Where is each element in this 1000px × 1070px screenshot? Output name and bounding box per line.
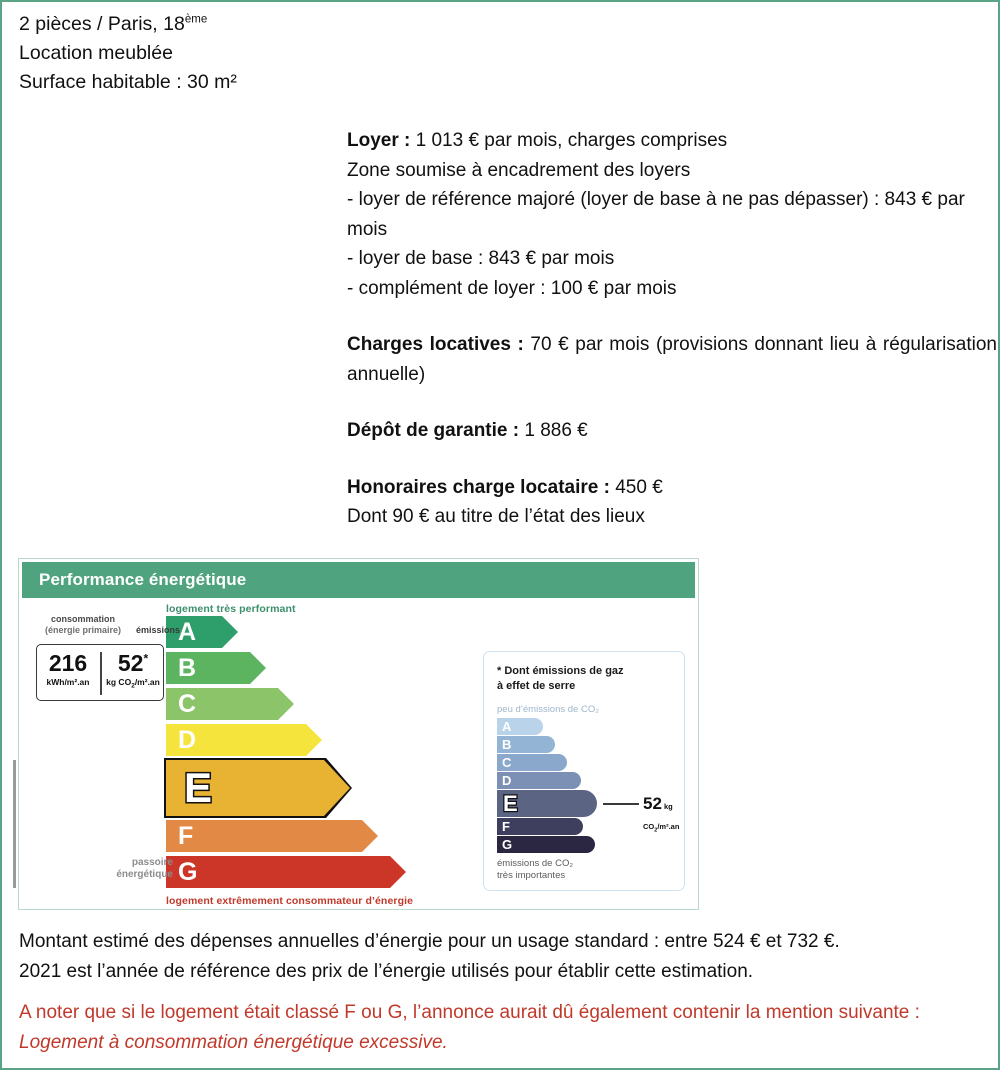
energy-cost-estimate-line2: 2021 est l’année de référence des prix de l’énergie utilisés pour établir cette estimation. [19,961,754,982]
energy-class-arrow-g [166,856,406,888]
energy-performance-title: Performance énergétique [39,570,247,589]
co2-class-letter-e: E [503,791,518,816]
energy-performance-body [19,599,698,909]
co2-panel-title [497,664,667,693]
charges-line [347,330,997,389]
energy-class-letter-e: E [184,764,213,811]
co2-class-letter-b: B [502,737,512,752]
spacer [347,446,997,473]
fg-warning-mention: Logement à consommation énergétique excessive. [19,1032,448,1053]
deposit-line [347,416,997,446]
emissions-unit: kg $CO_2/m^2.an$ [106,677,160,690]
co2-class-letter-c: C [502,755,512,770]
listing-summary [19,10,619,97]
energy-class-letter-g: G [178,858,198,886]
energy-class-letter-d: D [178,726,197,754]
rent-label: Loyer : [347,130,411,151]
energy-class-letter-f: F [178,822,194,850]
co2-value [643,794,679,834]
co2-bottom-label [497,858,573,882]
rent-zone: Zone soumise à encadrement des loyers [347,159,691,181]
rent-main-line [347,126,997,156]
fg-warning-note [19,998,984,1058]
consumption-value-cell [37,649,99,688]
co2-title-line1: * Dont émissions de gaz [497,665,624,677]
fees-detail: Dont 90 € au titre de l’état des lieux [347,506,645,527]
consumption-value: 216 [48,650,88,676]
fees-value: 450 € [615,476,663,498]
scale-top-note: logement très performant [166,603,296,615]
co2-class-letter-a: A [502,719,512,734]
co2-bottom-line1: émissions de CO₂ [497,858,574,869]
charges-value: 70 € par mois (provisions donnant lieu à régularisation annuelle) [347,334,997,385]
listing-surface: Surface habitable : 30 m² [19,71,237,93]
consumption-caption [31,614,135,636]
passoire-label: passoire énergétique [116,857,173,880]
fg-warning-text: A noter que si le logement était classé F ou G, l’annonce aurait dû également contenir la mention suivante : [19,1002,920,1023]
energy-performance-header [22,562,695,598]
co2-title-line2: à effet de serre [497,679,576,692]
spacer [347,303,997,330]
energy-class-arrow-f [166,820,378,852]
emissions-value-cell [102,649,164,692]
fees-line [347,473,997,503]
emissions-value: 52* [117,650,149,676]
co2-class-letter-g: G [502,837,513,852]
co2-value-number: 52 [643,794,662,813]
consumption-caption-line1: consommation [50,614,115,624]
co2-top-label: peu d’émissions de CO₂ [497,704,599,715]
rent-details [347,126,997,532]
footnote-star: * [143,651,149,666]
emissions-caption: émissions [135,625,181,635]
co2-leader-line [603,803,639,805]
fees-label: Honoraires charge locataire : [347,476,610,498]
listing-rental-type: Location meublée [19,42,173,64]
spacer [347,389,997,416]
deposit-value: 1 886 € [524,420,588,441]
co2-value-unit: kg $CO_2/m^2.an$ [643,802,680,834]
ordinal-suffix: ème [184,13,208,26]
energy-cost-estimate [19,927,984,987]
charges-label: Charges locatives : [347,334,524,355]
co2-bottom-line2: très importantes [497,870,566,881]
co2-class-letter-d: D [502,773,512,788]
energy-class-letter-a: A [178,618,197,646]
co2-emissions-panel [483,651,685,891]
energy-cost-estimate-line1: Montant estimé des dépenses annuelles d’énergie pour un usage standard : entre 524 € et 732 €. [19,931,840,952]
listing-title: 2 pièces / Paris, 18ème [19,13,208,35]
energy-class-letter-b: B [178,654,197,682]
energy-performance-widget [18,558,699,910]
rent-value: 1 013 € par mois, charges comprises [415,130,728,151]
deposit-label: Dépôt de garantie : [347,420,520,441]
energy-class-letter-c: C [178,690,197,718]
energy-class-scale [19,599,479,911]
rent-reference-max: - loyer de référence majoré (loyer de base à ne pas dépasser) : 843 € par mois [347,189,965,240]
energy-values-box [36,644,164,701]
passoire-divider [13,760,16,888]
scale-bottom-note: logement extrêmement consommateur d’énergie [166,895,414,907]
rent-complement: - complément de loyer : 100 € par mois [347,277,677,299]
co2-class-letter-f: F [502,819,510,834]
consumption-caption-line2: (énergie primaire) [44,625,122,635]
rent-base: - loyer de base : 843 € par mois [347,248,615,269]
consumption-unit: kWh/m².an [46,677,90,687]
